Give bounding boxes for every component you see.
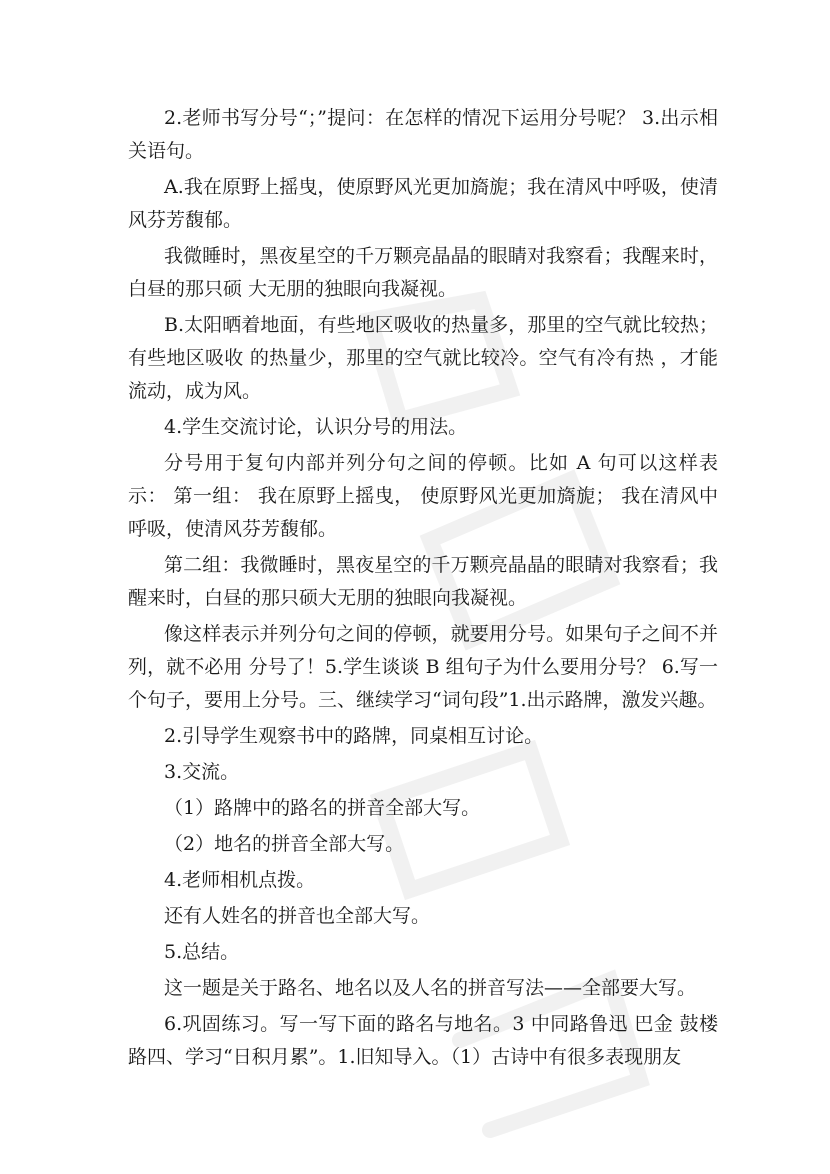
paragraph: 还有人姓名的拼音也全部大写。 — [164, 905, 431, 927]
paragraph: 像这样表示并列分句之间的停顿，就要用分号。如果句子之间不并列，就不必用 分号了！5.学生谈谈 B 组句子为什么要用分号？ 6.写一个句子，要用上分号。三、继续学习“词句段”1.出示路牌，激发兴趣。 — [128, 623, 718, 711]
paragraph: （1）路牌中的路名的拼音全部大写。 — [164, 797, 481, 819]
document-body — [128, 102, 718, 1077]
paragraph: B.太阳晒着地面，有些地区吸收的热量多，那里的空气就比较热；有些地区吸收 的热量少，那里的空气就比较冷。空气有冷有热 ，才能流动，成为风。 — [128, 314, 718, 402]
paragraph: （2）地名的拼音全部大写。 — [164, 833, 405, 855]
paragraph: 2.引导学生观察书中的路牌，同桌相互讨论。 — [164, 725, 544, 747]
paragraph: 6.巩固练习。写一写下面的路名与地名。3 中同路鲁迅 巴金 鼓楼路四、学习“日积月累”。1.旧知导入。（1）古诗中有很多表现朋友 — [128, 1013, 718, 1068]
paragraph: 分号用于复句内部并列分句之间的停顿。比如 A 句可以这样表示： 第一组： 我在原野上摇曳， 使原野风光更加旖旎； 我在清风中呼吸，使清风芬芳馥郁。 — [128, 452, 718, 540]
paragraph: 4.老师相机点拨。 — [164, 869, 316, 891]
paragraph: A.我在原野上摇曳，使原野风光更加旖旎；我在清风中呼吸，使清风芬芳馥郁。 — [128, 176, 718, 231]
paragraph: 这一题是关于路名、地名以及人名的拼音写法——全部要大写。 — [164, 977, 697, 999]
paragraph: 第二组：我微睡时，黑夜星空的千万颗亮晶晶的眼睛对我察看；我醒来时，白昼的那只硕大无朋的独眼向我凝视。 — [128, 554, 718, 609]
paragraph: 4.学生交流讨论，认识分号的用法。 — [164, 416, 468, 438]
paragraph: 我微睡时，黑夜星空的千万颗亮晶晶的眼睛对我察看；我醒来时，白昼的那只硕 大无朋的独眼向我凝视。 — [128, 245, 718, 300]
paragraph: 3.交流。 — [164, 761, 240, 783]
paragraph: 2.老师书写分号“；”提问：在怎样的情况下运用分号呢？ 3.出示相关语句。 — [128, 107, 718, 162]
paragraph: 5.总结。 — [164, 941, 240, 963]
